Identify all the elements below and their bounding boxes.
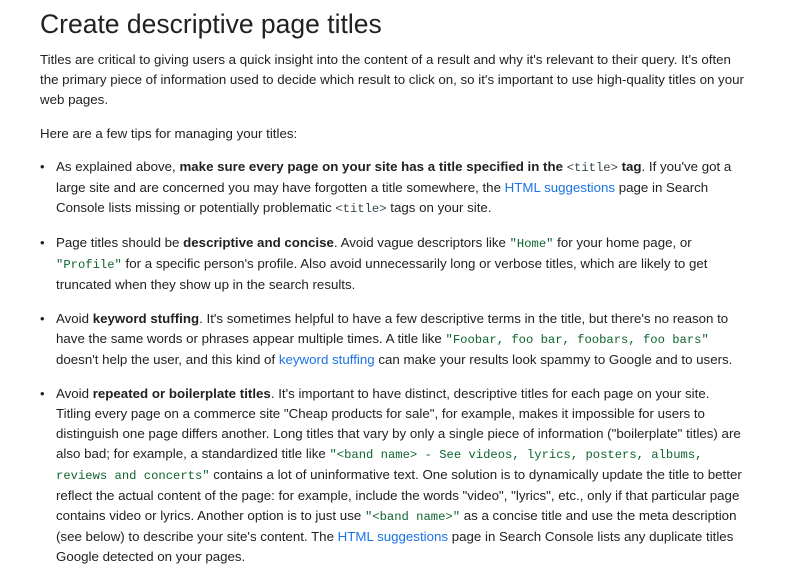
bold-text: make sure every page on your site has a title specified in the — [179, 159, 567, 174]
tip-text: . It's sometimes helpful to have a few descriptive terms in the title, but there's no reason to have the same words or phrases appear multiple times. A title like — [56, 311, 729, 346]
bold-text: tag — [617, 159, 642, 174]
bullet-marker: • — [40, 386, 45, 401]
tip-text: . It's important to have distinct, descriptive titles for each page on your site. Titling every page on a commerce site "Cheap products for sale", for example, makes it impossible for users to distinguish one page differs another. Long titles that vary by only a single piece of information ("boilerplate" titles) are also bad; for example, a standardized title like — [56, 386, 741, 461]
tip-text: Page titles should be — [56, 235, 184, 250]
tip-text: for your home page, or — [553, 235, 692, 250]
tip-text: As explained above, — [56, 159, 180, 174]
tip-text: can make your results look spammy to Google and to users. — [374, 352, 733, 367]
tips-lead-paragraph: Here are a few tips for managing your titles: — [40, 126, 298, 141]
inline-code: "Profile" — [56, 258, 122, 272]
bold-text: descriptive and concise — [183, 235, 334, 250]
inline-code: <title> — [335, 202, 387, 216]
tips-list — [40, 157, 745, 567]
tip-text: . If you've got a large site and are concerned you may have forgotten a title somewhere, the — [56, 159, 732, 195]
inline-code: "Foobar, foo bar, foobars, foo bars" — [445, 333, 709, 347]
bullet-marker: • — [40, 235, 45, 250]
html-suggestions-link[interactable]: HTML suggestions — [337, 529, 449, 544]
inline-code: <title> — [566, 161, 618, 175]
tip-text: contains a lot of uninformative text. One solution is to dynamically update the title to better reflect the actual content of the page: for example, include the words "video", "lyrics", etc., only if that particular page contains video or lyrics. Another option is to just use — [56, 467, 742, 523]
tip-text: as a concise title and use the meta description (see below) to describe your site's content. The — [56, 508, 737, 544]
tip-text: for a specific person's profile. Also avoid unnecessarily long or verbose titles, which are likely to get truncated when they show up in the search results. — [56, 256, 708, 292]
bold-text: repeated or boilerplate titles — [92, 386, 271, 401]
tip-text: Avoid — [56, 311, 93, 326]
intro-paragraph: Titles are critical to giving users a quick insight into the content of a result and why it's relevant to their query. It's often the primary piece of information used to decide which result to click on, so it's important to use high-quality titles on your web pages. — [40, 52, 744, 107]
list-item — [40, 233, 745, 295]
page-title: Create descriptive page titles — [40, 9, 382, 39]
tip-text: . Avoid vague descriptors like — [333, 235, 510, 250]
tip-text: page in Search Console lists missing or potentially problematic — [56, 180, 709, 215]
bullet-marker: • — [40, 311, 45, 326]
tip-text: doesn't help the user, and this kind of — [56, 352, 279, 367]
bullet-marker: • — [40, 159, 45, 174]
inline-code: "<band name>" — [364, 510, 461, 524]
tip-text: Avoid — [56, 386, 93, 401]
inline-code: "Home" — [509, 237, 554, 251]
keyword-stuffing-link[interactable]: keyword stuffing — [278, 352, 375, 367]
tip-text: page in Search Console lists any duplicate titles Google detected on your pages. — [56, 529, 734, 564]
bold-text: keyword stuffing — [92, 311, 200, 326]
list-item — [40, 157, 745, 219]
inline-code: "<band name> - See videos, lyrics, posters, albums, reviews and concerts" — [56, 448, 703, 483]
list-item — [40, 384, 745, 567]
list-item — [40, 309, 745, 370]
tip-text: tags on your site. — [386, 200, 492, 215]
html-suggestions-link[interactable]: HTML suggestions — [504, 180, 616, 195]
